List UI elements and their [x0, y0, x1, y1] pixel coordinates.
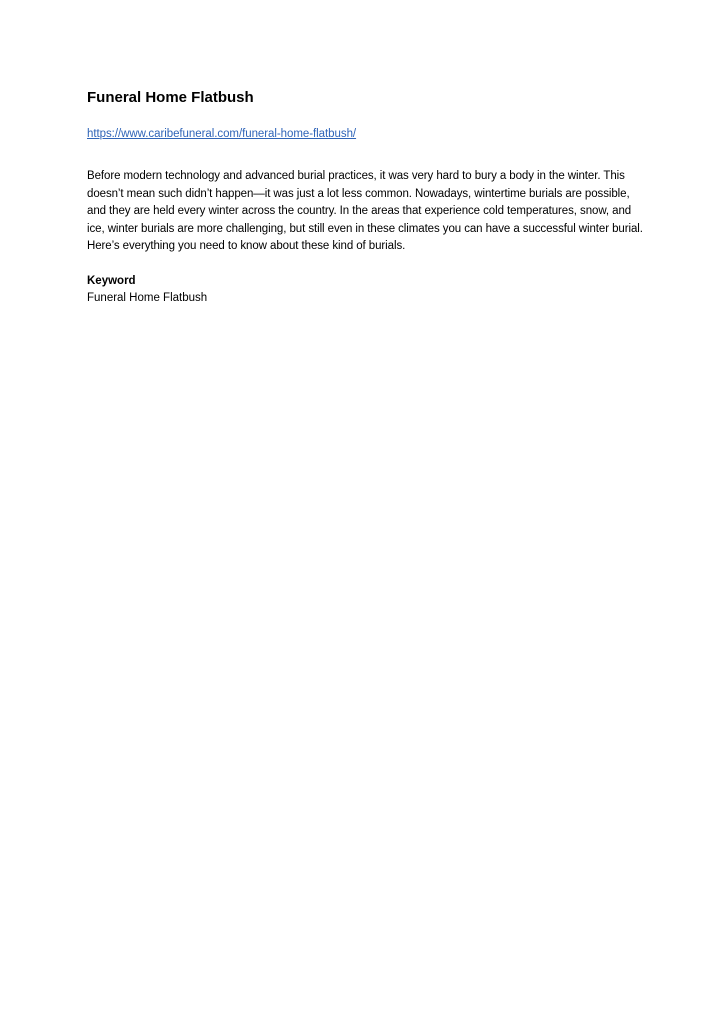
source-url-link[interactable]: https://www.caribefuneral.com/funeral-home-flatbush/ — [87, 128, 357, 140]
document-content — [87, 88, 647, 308]
keyword-heading: Keyword — [87, 274, 136, 287]
keyword-value: Funeral Home Flatbush — [87, 292, 208, 304]
document-title: Funeral Home Flatbush — [87, 89, 254, 106]
body-paragraph: Before modern technology and advanced burial practices, it was very hard to bury a body in the winter. This doesn’t mean such didn’t happen—it was just a lot less common. Nowadays, wintertime burials are possible, and they are held every winter across the country. In the areas that experience cold temperatures, snow, and ice, winter burials are more challenging, but still even in these climates you can have a successful winter burial. Here’s everything you need to know about these kind of burials. — [87, 170, 643, 252]
